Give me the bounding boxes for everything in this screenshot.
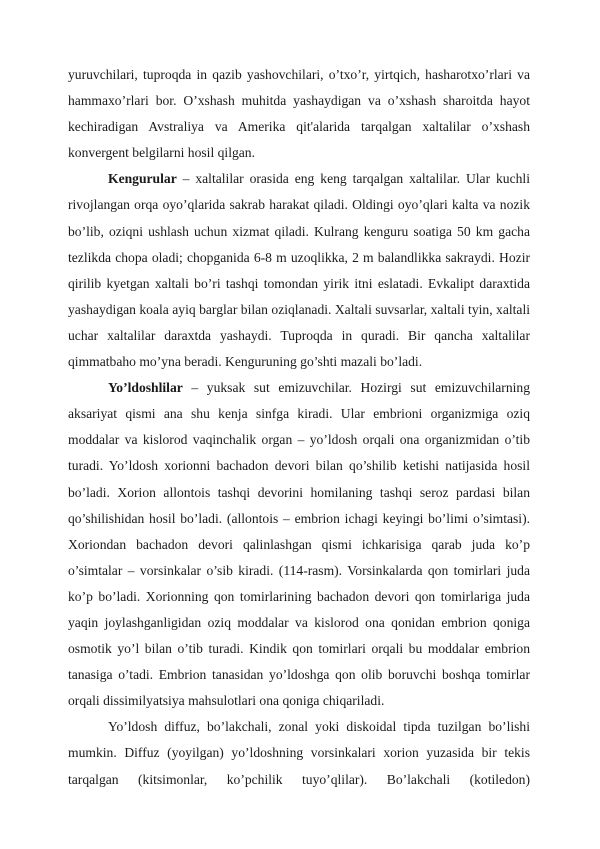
paragraph-continuation: yuruvchilari, tuproqda in qazib yashovchilari, o’txo’r, yirtqich, hasharotxo’rlari va hammaxo’rlari bor. O’xshash muhitda yashaydigan va o’xshash sharoitda hayot kechiradigan Avstraliya va Amerika qit'alarida tarqalgan xaltalilar o’xshash konvergent belgilarni hosil qilgan. — [68, 67, 530, 161]
document-page — [68, 62, 530, 793]
paragraph-yoldoshlilar-text: – yuksak sut emizuvchilar. Hozirgi sut emizuvchilarning aksariyat qismi ana shu kenja sinfga kiradi. Ular embrioni organizmiga oziq moddalar va kislorod vaqinchalik organ – yo’ldosh orqali ona organizmidan o’tib turadi. Yo’ldosh xorionni bachadon devori bilan qo’shilib ketishi natijasida hosil bo’ladi. Xorion allontois tashqi devorini homilaning tashqi seroz pardasi bilan qo’shilishidan hosil bo’ladi. (allontois – embrion ichagi keyingi bo’limi o’simtasi). Xoriondan bachadon devori qalinlashgan qismi ichkarisiga qarab juda ko’p o’simtalar – vorsinkalar o’sib kiradi. (114-rasm). Vorsinkalarda qon tomirlari juda ko’p bo’ladi. Xorionning qon tomirlarining bachadon devori qon tomirlariga juda yaqin joylashganligidan oziq moddalar va kislorod ona qonidan embrion qoniga osmotik yo’l bilan o’tib turadi. Kindik qon tomirlari orqali bu moddalar embrion tanasiga o’tadi. Embrion tanasidan yo’ldoshga qon olib boruvchi boshqa tomirlar orqali dissimilyatsiya mahsulotlari ona qoniga chiqariladi. — [68, 380, 530, 709]
term-yoldoshlilar: Yo’ldoshlilar — [108, 380, 183, 396]
paragraph-kengurular-text: – xaltalilar orasida eng keng tarqalgan xaltalilar. Ular kuchli rivojlangan orqa oyo’qlarida sakrab harakat qiladi. Oldingi oyo’qlari kalta va nozik bo’lib, oziqni ushlash uchun xizmat qiladi. Kulrang kenguru soatiga 50 km gacha tezlikda chopa oladi; chopganida 6-8 m uzoqlikka, 2 m balandlikka sakraydi. Hozir qirilib kyetgan xaltali bo’ri tashqi tomondan yirik itni eslatadi. Evkalipt daraxtida yashaydigan koala ayiq barglar bilan oziqlanadi. Xaltali suvsarlar, xaltali tyin, xaltali uchar xaltalilar daraxtda yashaydi. Tuproqda in quradi. Bir qancha xaltalilar qimmatbaho mo’yna beradi. Kenguruning go’shti mazali bo’ladi. — [68, 171, 530, 370]
term-kengurular: Kengurular — [108, 171, 177, 187]
paragraph-yoldoshlilar — [68, 375, 530, 714]
paragraph-yoldosh-types: Yo’ldosh diffuz, bo’lakchali, zonal yoki diskoidal tipda tuzilgan bo’lishi mumkin. Diffuz (yoyilgan) yo’ldoshning vorsinkalari xorion yuzasida bir tekis tarqalgan (kitsimonlar, ko’pchilik tuyo’qlilar). Bo’lakchali (kotiledon) — [68, 719, 530, 787]
paragraph-kengurular — [68, 166, 530, 375]
